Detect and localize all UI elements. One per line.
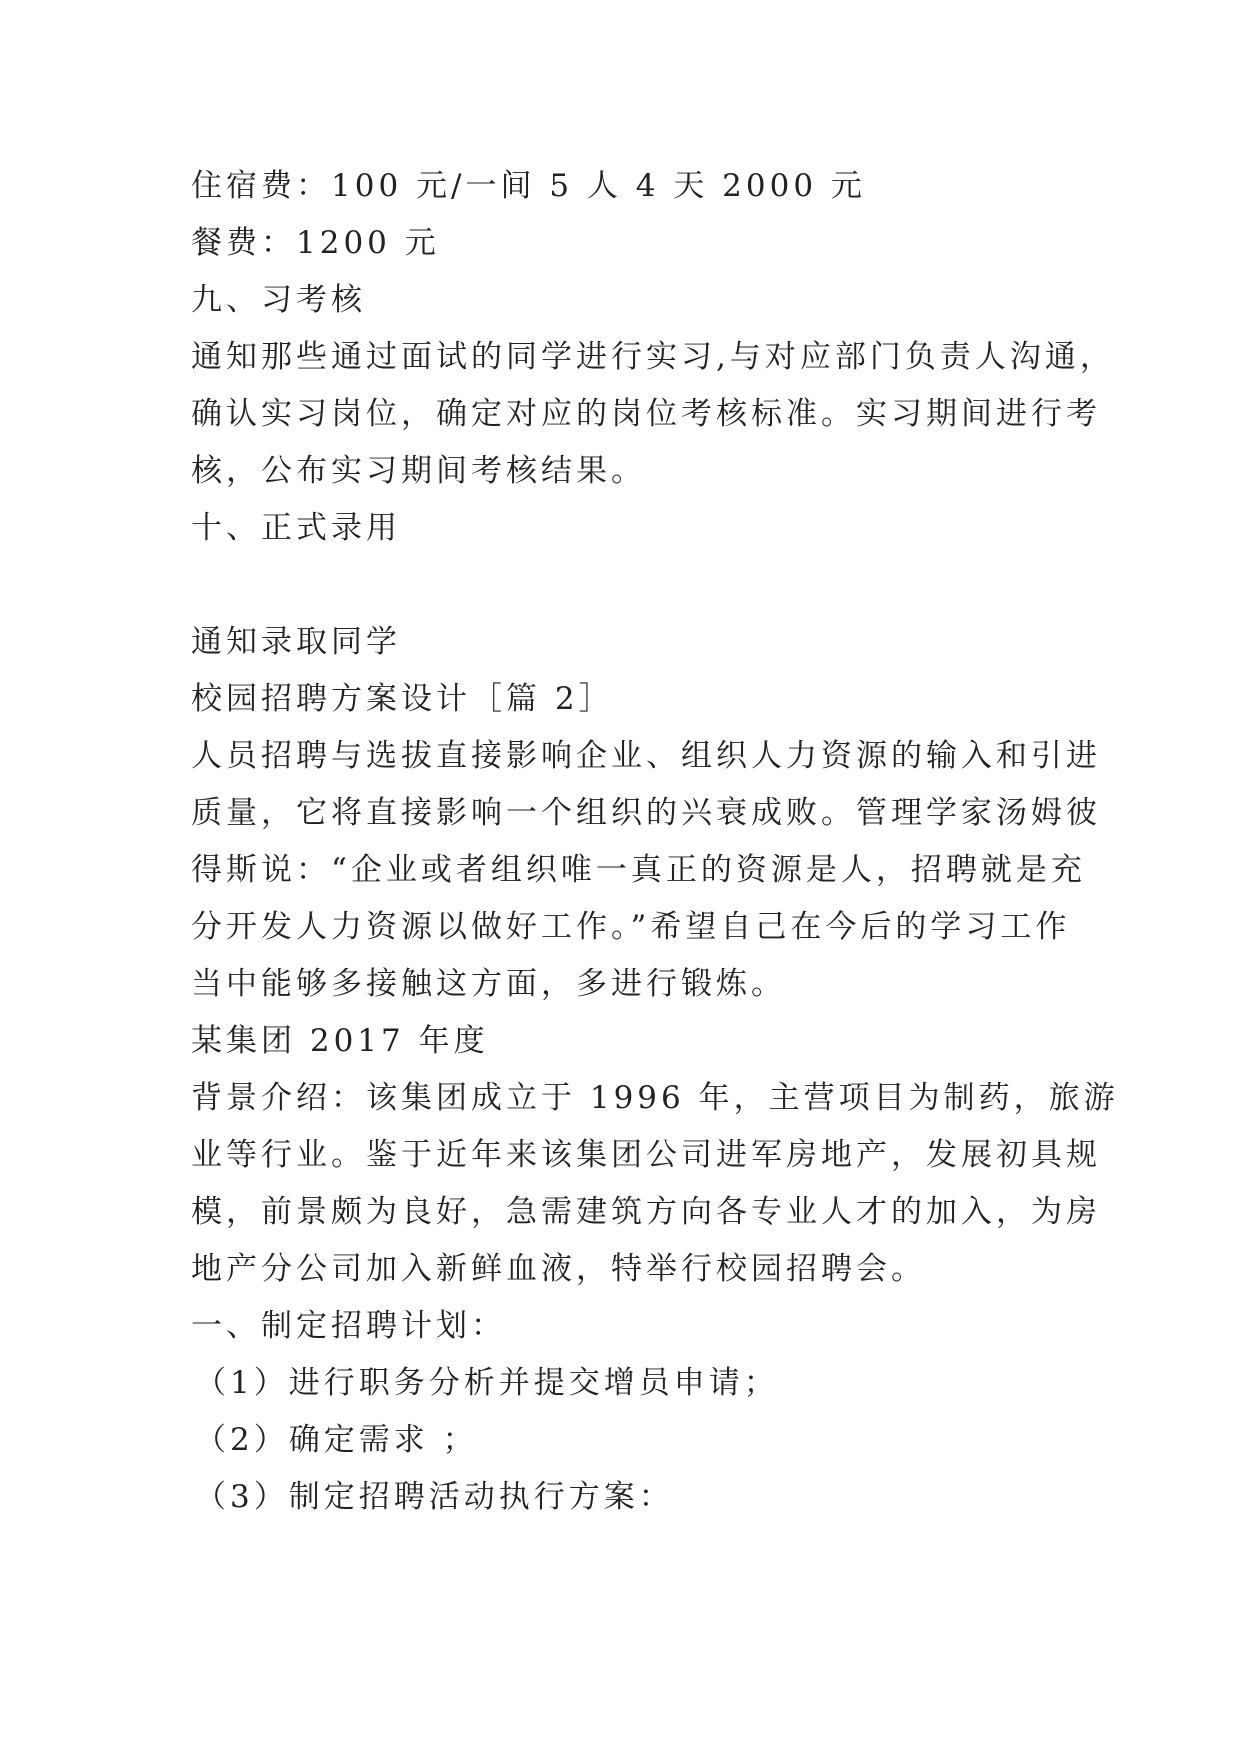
section-title: 校园招聘方案设计［篇 2］ — [191, 681, 614, 717]
text-line-accommodation-fee: 住宿费：100 元/一间 5 人 4 天 2000 元 — [191, 168, 866, 204]
paragraph-line: 地产分公司加入新鲜血液，特举行校园招聘会。 — [191, 1251, 926, 1287]
paragraph-line: 分开发人力资源以做好工作。”希望自己在今后的学习工作 — [191, 909, 1071, 945]
paragraph-line: 人员招聘与选拔直接影响企业、组织人力资源的输入和引进 — [191, 738, 1101, 774]
list-item: （2）确定需求 ； — [195, 1422, 478, 1458]
paragraph-line: 业等行业。鉴于近年来该集团公司进军房地产，发展初具规 — [191, 1137, 1101, 1173]
heading-internship-assessment: 九、习考核 — [191, 282, 366, 318]
paragraph-line: 模，前景颇为良好，急需建筑方向各专业人才的加入，为房 — [191, 1194, 1101, 1230]
list-item: （3）制定招聘活动执行方案： — [195, 1479, 674, 1515]
paragraph-line: 质量，它将直接影响一个组织的兴衰成败。管理学家汤姆彼 — [191, 795, 1101, 831]
paragraph-line: 确认实习岗位，确定对应的岗位考核标准。实习期间进行考 — [191, 396, 1101, 432]
text-line-group-year: 某集团 2017 年度 — [191, 1023, 489, 1059]
list-item: （1）进行职务分析并提交增员申请； — [195, 1365, 779, 1401]
paragraph-line: 当中能够多接触这方面，多进行锻炼。 — [191, 966, 786, 1002]
paragraph-line: 核，公布实习期间考核结果。 — [191, 453, 646, 489]
heading-formal-hiring: 十、正式录用 — [191, 510, 401, 546]
text-line-meal-fee: 餐费：1200 元 — [191, 225, 440, 261]
paragraph-line: 背景介绍：该集团成立于 1996 年，主营项目为制药，旅游 — [191, 1080, 1119, 1116]
paragraph-line: 得斯说：“企业或者组织唯一真正的资源是人，招聘就是充 — [191, 852, 1086, 888]
text-line-notify-admitted: 通知录取同学 — [191, 624, 401, 660]
heading-recruitment-plan: 一、制定招聘计划： — [191, 1308, 506, 1344]
paragraph-line: 通知那些通过面试的同学进行实习,与对应部门负责人沟通， — [191, 339, 1115, 375]
